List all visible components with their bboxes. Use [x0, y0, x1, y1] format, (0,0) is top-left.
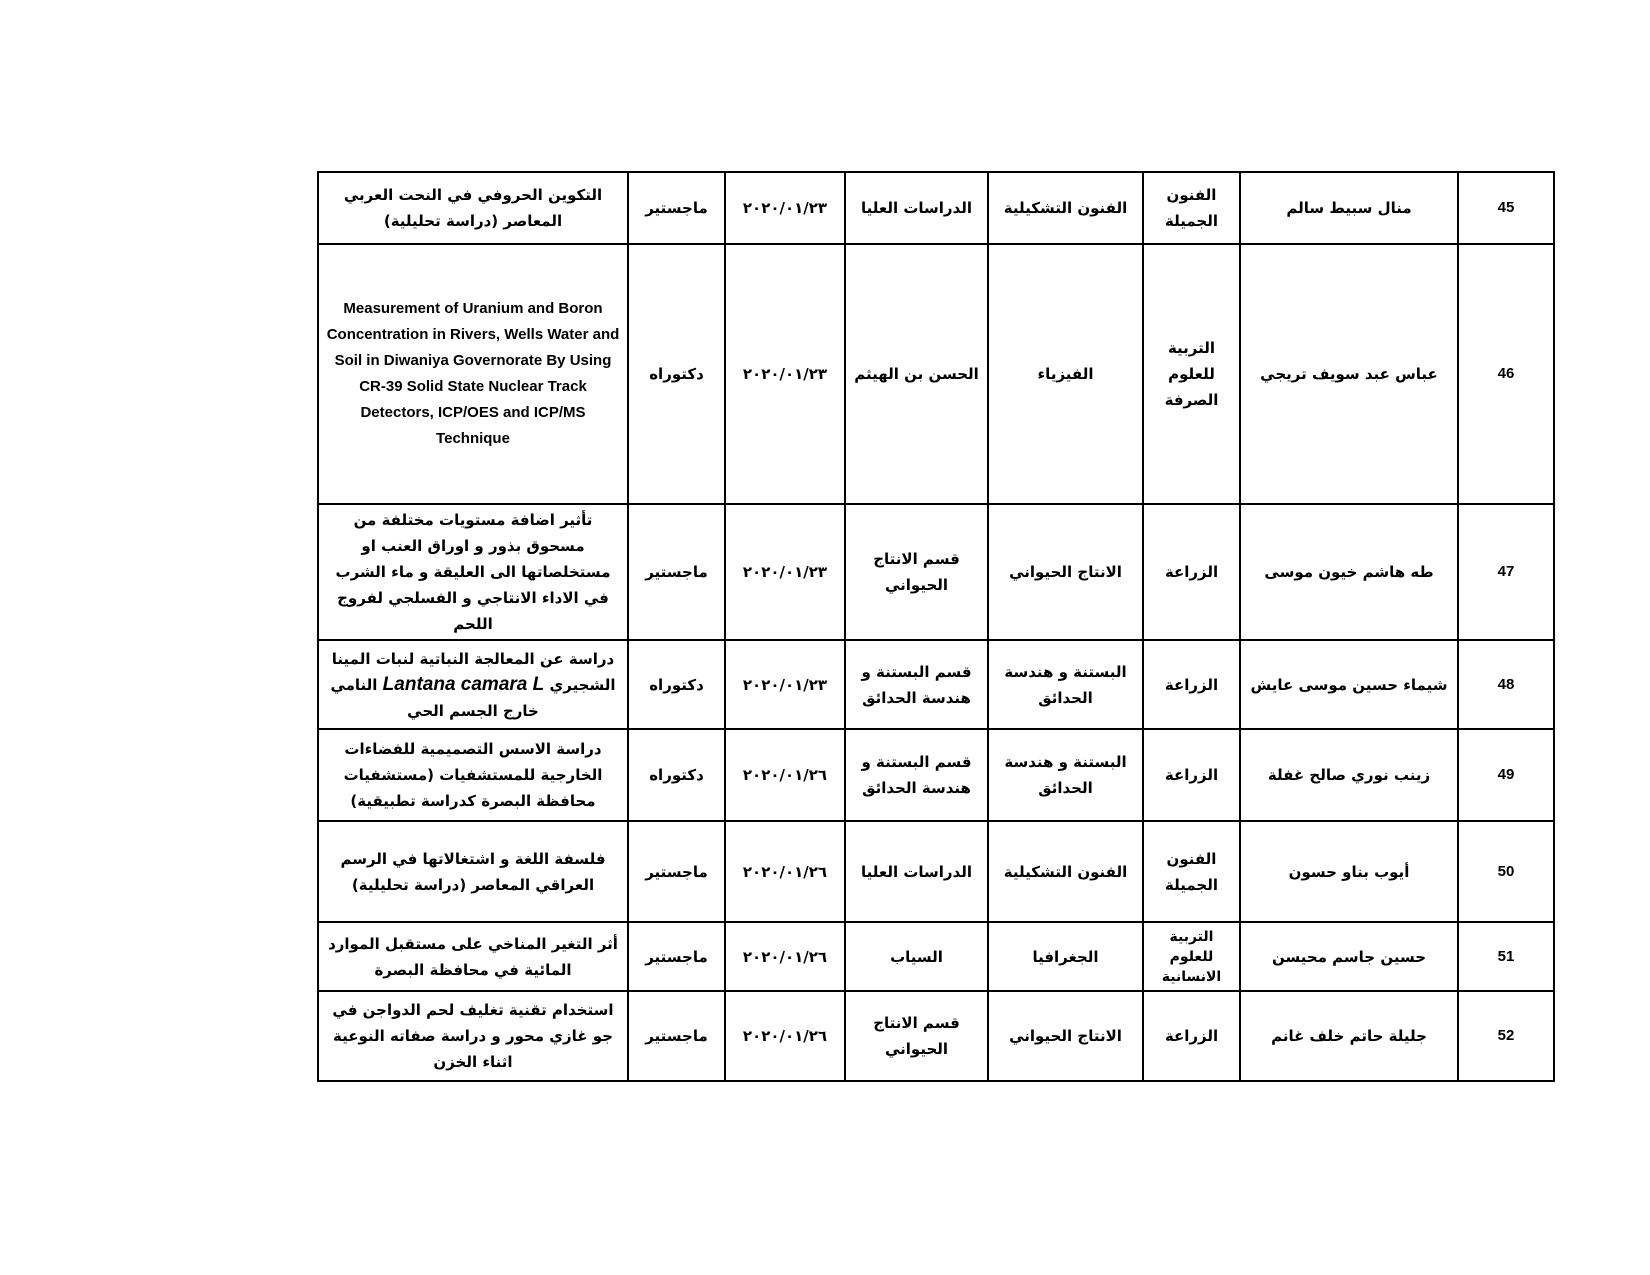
degree: دكتوراه [628, 244, 725, 504]
student-name: أيوب بناو حسون [1240, 821, 1458, 922]
student-name: جليلة حاتم خلف غانم [1240, 991, 1458, 1081]
thesis-title: استخدام تقنية تغليف لحم الدواجن في جو غازي محور و دراسة صفاته النوعية اثناء الخزن [318, 991, 628, 1081]
student-name: طه هاشم خيون موسى [1240, 504, 1458, 640]
degree: دكتوراه [628, 729, 725, 821]
department: الجغرافيا [988, 922, 1143, 991]
student-name: زينب نوري صالح غفلة [1240, 729, 1458, 821]
row-number: 52 [1458, 991, 1554, 1081]
date: ٢٠٢٠/٠١/٢٦ [725, 922, 845, 991]
thesis-title: فلسفة اللغة و اشتغالاتها في الرسم العراقي المعاصر (دراسة تحليلية) [318, 821, 628, 922]
college: الزراعة [1143, 729, 1240, 821]
table-row [318, 991, 1554, 1081]
table-row [318, 640, 1554, 729]
date: ٢٠٢٠/٠١/٢٣ [725, 172, 845, 244]
department: الانتاج الحيواني [988, 504, 1143, 640]
department: الانتاج الحيواني [988, 991, 1143, 1081]
date: ٢٠٢٠/٠١/٢٣ [725, 244, 845, 504]
thesis-title-part2: النامي خارج الجسم الحي [330, 675, 539, 720]
branch: السياب [845, 922, 988, 991]
college: الفنون الجميلة [1143, 821, 1240, 922]
table-row [318, 821, 1554, 922]
student-name: شيماء حسين موسى عايش [1240, 640, 1458, 729]
degree: ماجستير [628, 922, 725, 991]
thesis-title: أثر التغير المناخي على مستقبل الموارد المائية في محافظة البصرة [318, 922, 628, 991]
degree: ماجستير [628, 504, 725, 640]
row-number: 50 [1458, 821, 1554, 922]
thesis-title: دراسة الاسس التصميمية للفضاءات الخارجية للمستشفيات (مستشفيات محافظة البصرة كدراسة تطبيقية) [318, 729, 628, 821]
branch: الدراسات العليا [845, 172, 988, 244]
date: ٢٠٢٠/٠١/٢٦ [725, 729, 845, 821]
thesis-title [318, 640, 628, 729]
thesis-title: التكوين الحروفي في النحت العربي المعاصر (دراسة تحليلية) [318, 172, 628, 244]
table-row [318, 172, 1554, 244]
degree: ماجستير [628, 821, 725, 922]
row-number: 48 [1458, 640, 1554, 729]
college: الزراعة [1143, 504, 1240, 640]
degree: ماجستير [628, 991, 725, 1081]
branch: قسم البستنة و هندسة الحدائق [845, 729, 988, 821]
thesis-title: تأثير اضافة مستويات مختلفة من مسحوق بذور و اوراق العنب او مستخلصاتها الى العليقة و ماء الشرب في الاداء الانتاجي و الفسلجي لفروج اللحم [318, 504, 628, 640]
thesis-title: Measurement of Uranium and Boron Concentration in Rivers, Wells Water and Soil in Diwaniya Governorate By Using CR-39 Solid State Nuclear Track Detectors, ICP/OES and ICP/MS Technique [318, 244, 628, 504]
department: البستنة و هندسة الحدائق [988, 729, 1143, 821]
thesis-title-latin: Lantana camara L [382, 673, 545, 695]
row-number: 46 [1458, 244, 1554, 504]
table-row [318, 729, 1554, 821]
graduate-records-table [317, 171, 1555, 1082]
department: البستنة و هندسة الحدائق [988, 640, 1143, 729]
student-name: حسين جاسم محيسن [1240, 922, 1458, 991]
department: الفنون التشكيلية [988, 172, 1143, 244]
row-number: 45 [1458, 172, 1554, 244]
table-row [318, 504, 1554, 640]
thesis-title-part1: دراسة عن المعالجة النباتية لنبات المينا الشجيري [331, 649, 616, 694]
branch: قسم الانتاج الحيواني [845, 504, 988, 640]
table-row [318, 922, 1554, 991]
branch: الحسن بن الهيثم [845, 244, 988, 504]
degree: دكتوراه [628, 640, 725, 729]
department: الفيزياء [988, 244, 1143, 504]
college: الزراعة [1143, 640, 1240, 729]
date: ٢٠٢٠/٠١/٢٦ [725, 991, 845, 1081]
college: التربية للعلوم الصرفة [1143, 244, 1240, 504]
row-number: 49 [1458, 729, 1554, 821]
date: ٢٠٢٠/٠١/٢٦ [725, 821, 845, 922]
college: الزراعة [1143, 991, 1240, 1081]
table-row [318, 244, 1554, 504]
date: ٢٠٢٠/٠١/٢٣ [725, 504, 845, 640]
college: الفنون الجميلة [1143, 172, 1240, 244]
college: التربية للعلوم الانسانية [1143, 922, 1240, 991]
student-name: منال سبيط سالم [1240, 172, 1458, 244]
degree: ماجستير [628, 172, 725, 244]
student-name: عباس عبد سويف تريجي [1240, 244, 1458, 504]
row-number: 47 [1458, 504, 1554, 640]
department: الفنون التشكيلية [988, 821, 1143, 922]
branch: الدراسات العليا [845, 821, 988, 922]
branch: قسم البستنة و هندسة الحدائق [845, 640, 988, 729]
row-number: 51 [1458, 922, 1554, 991]
date: ٢٠٢٠/٠١/٢٣ [725, 640, 845, 729]
branch: قسم الانتاج الحيواني [845, 991, 988, 1081]
